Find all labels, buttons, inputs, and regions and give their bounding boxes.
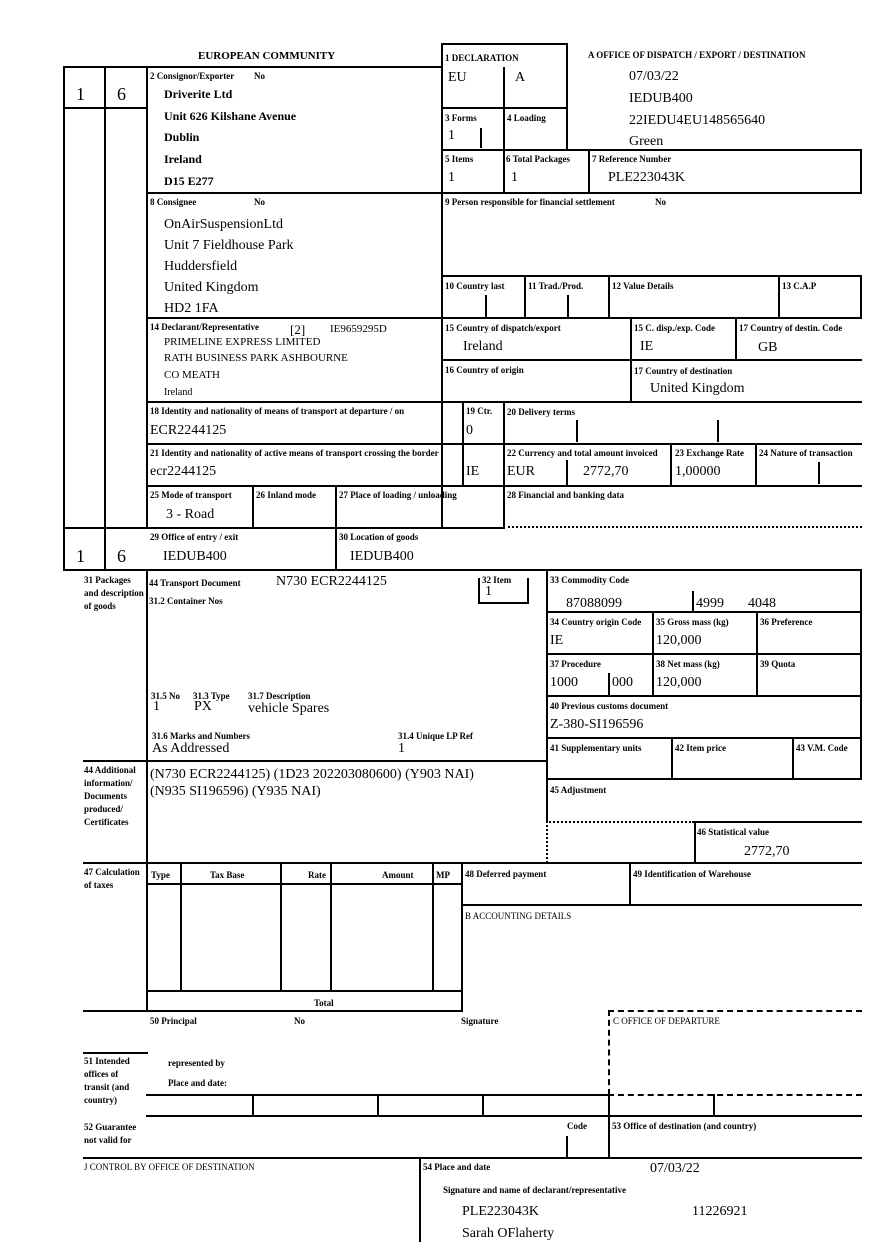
transport-doc-label: 44 Transport Document	[149, 578, 241, 588]
declarant-reference-value[interactable]: PLE223043K	[462, 1204, 539, 1219]
tax-col-amount: Amount	[382, 870, 414, 880]
box29-label: 29 Office of entry / exit	[150, 532, 239, 542]
box52-code-label: Code	[567, 1121, 587, 1131]
previous-document-value[interactable]: Z-380-SI196596	[550, 717, 644, 732]
box39-label: 39 Quota	[760, 659, 796, 669]
consignor-name[interactable]: Driverite Ltd	[164, 87, 233, 101]
office-dispatch-title: A OFFICE OF DISPATCH / EXPORT / DESTINATION	[588, 50, 806, 60]
box17-label: 17 Country of destination	[634, 366, 733, 376]
marks-value[interactable]: As Addressed	[152, 741, 230, 756]
transport-mode-value[interactable]: 3 - Road	[166, 507, 215, 522]
box38-label: 38 Net mass (kg)	[656, 659, 720, 669]
box3-label: 3 Forms	[445, 113, 477, 123]
box5-label: 5 Items	[445, 154, 474, 164]
box15c-label: 15 C. disp./exp. Code	[634, 323, 716, 333]
unique-lp-value[interactable]: 1	[398, 741, 405, 756]
transport-border-country[interactable]: IE	[466, 464, 480, 479]
box48-label: 48 Deferred payment	[465, 869, 547, 879]
box20-label: 20 Delivery terms	[507, 407, 575, 417]
net-mass-value[interactable]: 120,000	[656, 675, 702, 690]
procedure-value[interactable]: 1000	[550, 675, 578, 690]
consignor-street[interactable]: Unit 626 Kilshane Avenue	[164, 109, 297, 123]
side-number-top-right: 6	[117, 84, 126, 104]
box37-label: 37 Procedure	[550, 659, 601, 669]
represented-by-label: represented by	[168, 1058, 225, 1068]
gross-mass-value[interactable]: 120,000	[656, 633, 702, 648]
box30-label: 30 Location of goods	[339, 532, 419, 542]
consignor-city[interactable]: Dublin	[164, 130, 200, 144]
transport-doc-value[interactable]: N730 ECR2244125	[276, 574, 387, 589]
statistical-value[interactable]: 2772,70	[744, 844, 790, 859]
items-value[interactable]: 1	[448, 170, 455, 185]
box49-label: 49 Identification of Warehouse	[633, 869, 751, 879]
origin-code-value[interactable]: IE	[550, 633, 564, 648]
box47-side-label: 47 Calculation of taxes	[84, 867, 140, 890]
place-date-value[interactable]: 07/03/22	[650, 1161, 700, 1176]
side-number-bottom-left: 1	[76, 546, 85, 566]
box41-label: 41 Supplementary units	[550, 743, 642, 753]
box43-label: 43 V.M. Code	[796, 743, 848, 753]
declarant-code[interactable]: [2]	[290, 322, 306, 337]
box2-no-label: No	[254, 71, 265, 81]
box50-label: 50 Principal	[150, 1016, 197, 1026]
box13-label: 13 C.A.P	[782, 281, 817, 291]
box35-label: 35 Gross mass (kg)	[656, 617, 729, 627]
commodity-code-value[interactable]: 87088099	[566, 596, 622, 611]
description-label: 31.7 Description	[248, 691, 311, 701]
box22-label: 22 Currency and total amount invoiced	[507, 448, 658, 458]
box17c-label: 17 Country of destin. Code	[739, 323, 843, 333]
office-value-mrn: 22IEDU4EU148565640	[629, 113, 766, 128]
box9-label: 9 Person responsible for financial settlement	[445, 197, 615, 207]
box14-label: 14 Declarant/Representative	[150, 322, 260, 332]
box25-label: 25 Mode of transport	[150, 490, 232, 500]
box15-label: 15 Country of dispatch/export	[445, 323, 561, 333]
control-destination-label: J CONTROL BY OFFICE OF DESTINATION	[84, 1162, 255, 1172]
declaration-type[interactable]: EU	[448, 70, 467, 85]
box7-label: 7 Reference Number	[592, 154, 672, 164]
office-value-date: 07/03/22	[629, 69, 679, 84]
commodity-add1-value[interactable]: 4999	[696, 596, 724, 611]
consignee-street[interactable]: Unit 7 Fieldhouse Park	[164, 238, 294, 253]
side-number-bottom-right: 6	[117, 546, 126, 566]
declarant-name[interactable]: PRIMELINE EXPRESS LIMITED	[164, 336, 321, 348]
accounting-details-label: B ACCOUNTING DETAILS	[465, 911, 572, 921]
consignee-postcode[interactable]: HD2 1FA	[164, 301, 219, 316]
box4-label: 4 Loading	[507, 113, 546, 123]
container-value[interactable]: 0	[466, 423, 473, 438]
side-number-top-left: 1	[76, 84, 85, 104]
currency-value[interactable]: EUR	[507, 464, 535, 479]
dispatch-code-value[interactable]: IE	[640, 339, 654, 354]
box19-label: 19 Ctr.	[466, 406, 493, 416]
commodity-add2-value[interactable]: 4048	[748, 596, 776, 611]
signature-name-label: Signature and name of declarant/representative	[443, 1185, 626, 1195]
box31-side-label: 31 Packages and description of goods	[84, 575, 144, 611]
box23-label: 23 Exchange Rate	[675, 448, 744, 458]
package-no-label: 31.5 No	[151, 691, 180, 701]
declarant-street[interactable]: RATH BUSINESS PARK ASHBOURNE	[164, 352, 348, 364]
box52-side-label: 52 Guarantee not valid for	[84, 1122, 137, 1145]
box28-label: 28 Financial and banking data	[507, 490, 625, 500]
declarant-eori[interactable]: IE9659295D	[330, 323, 387, 335]
additional-info-line-1[interactable]: (N730 ECR2244125) (1D23 202203080600) (Y903 NAI)	[150, 767, 474, 782]
declarant-country[interactable]: Ireland	[164, 387, 193, 398]
invoice-amount-value[interactable]: 2772,70	[583, 464, 629, 479]
declarant-county[interactable]: CO MEATH	[164, 369, 220, 381]
marks-label: 31.6 Marks and Numbers	[152, 731, 251, 741]
office-departure-label: C OFFICE OF DEPARTURE	[613, 1016, 720, 1026]
transport-departure-value[interactable]: ECR2244125	[150, 423, 227, 438]
box54-label: 54 Place and date	[423, 1162, 491, 1172]
box34-label: 34 Country origin Code	[550, 617, 642, 627]
consignor-country[interactable]: Ireland	[164, 152, 202, 166]
box24-label: 24 Nature of transaction	[759, 448, 853, 458]
box53-label: 53 Office of destination (and country)	[612, 1121, 757, 1131]
form-title: EUROPEAN COMMUNITY	[198, 50, 336, 62]
declaration-subtype[interactable]: A	[515, 70, 526, 85]
tax-total-label: Total	[314, 998, 334, 1008]
consignor-postcode[interactable]: D15 E277	[164, 174, 214, 188]
box51-side-label: 51 Intended offices of transit (and country)	[84, 1056, 130, 1105]
box16-label: 16 Country of origin	[445, 365, 524, 375]
country-destination-value[interactable]: United Kingdom	[650, 381, 745, 396]
box1-label: 1 DECLARATION	[445, 53, 519, 63]
box11-label: 11 Trad./Prod.	[528, 281, 584, 291]
consignee-city[interactable]: Huddersfield	[164, 259, 238, 274]
country-dispatch-value[interactable]: Ireland	[463, 339, 503, 354]
exchange-rate-value[interactable]: 1,00000	[675, 464, 721, 479]
box50-no-label: No	[294, 1016, 305, 1026]
goods-location-value[interactable]: IEDUB400	[350, 549, 414, 564]
tax-col-mp: MP	[436, 870, 450, 880]
box45-label: 45 Adjustment	[550, 785, 607, 795]
office-value-office: IEDUB400	[629, 91, 693, 106]
box44-side-label: 44 Additional information/ Documents produced/ Certificates	[84, 765, 136, 827]
box10-label: 10 Country last	[445, 281, 505, 291]
tax-col-type: Type	[151, 870, 170, 880]
box9-no-label: No	[655, 197, 666, 207]
box50-signature-label: Signature	[461, 1016, 499, 1026]
forms-value[interactable]: 1	[448, 128, 455, 143]
place-date-label: Place and date:	[168, 1078, 227, 1088]
reference-number-value[interactable]: PLE223043K	[608, 170, 685, 185]
office-value-route: Green	[629, 134, 664, 149]
consignee-name[interactable]: OnAirSuspensionLtd	[164, 217, 283, 232]
transport-border-value[interactable]: ecr2244125	[150, 464, 217, 479]
office-exit-value[interactable]: IEDUB400	[163, 549, 227, 564]
box21-label: 21 Identity and nationality of active means of transport crossing the border	[150, 448, 439, 458]
box36-label: 36 Preference	[760, 617, 813, 627]
total-packages-value[interactable]: 1	[511, 170, 518, 185]
box26-label: 26 Inland mode	[256, 490, 317, 500]
box12-label: 12 Value Details	[612, 281, 674, 291]
tax-col-base: Tax Base	[210, 870, 245, 880]
box2-label: 2 Consignor/Exporter	[150, 71, 235, 81]
declarant-signature-name[interactable]: Sarah OFlaherty	[462, 1226, 555, 1241]
box27-label: 27 Place of loading / unloading	[339, 490, 457, 500]
box42-label: 42 Item price	[675, 743, 726, 753]
box8-no-label: No	[254, 197, 265, 207]
box40-label: 40 Previous customs document	[550, 701, 669, 711]
description-value[interactable]: vehicle Spares	[248, 701, 330, 716]
box18-label: 18 Identity and nationality of means of transport at departure / on	[150, 406, 405, 416]
package-type-value[interactable]: PX	[194, 699, 212, 714]
procedure-additional-value[interactable]: 000	[612, 675, 633, 690]
tax-col-rate: Rate	[308, 870, 326, 880]
consignee-country[interactable]: United Kingdom	[164, 280, 259, 295]
box32-label: 32 Item	[482, 575, 512, 585]
box33-label: 33 Commodity Code	[550, 575, 629, 585]
additional-info-line-2[interactable]: (N935 SI196596) (Y935 NAI)	[150, 784, 321, 799]
box46-label: 46 Statistical value	[697, 827, 769, 837]
item-number-value[interactable]: 1	[485, 584, 492, 599]
container-nos-label: 31.2 Container Nos	[149, 596, 223, 606]
package-type-label: 31.3 Type	[193, 691, 230, 701]
box6-label: 6 Total Packages	[506, 154, 571, 164]
destination-code-value[interactable]: GB	[758, 340, 778, 355]
package-no-value[interactable]: 1	[153, 699, 160, 714]
declarant-number-value[interactable]: 11226921	[692, 1204, 748, 1219]
box8-label: 8 Consignee	[150, 197, 197, 207]
unique-lp-label: 31.4 Unique LP Ref	[398, 731, 474, 741]
